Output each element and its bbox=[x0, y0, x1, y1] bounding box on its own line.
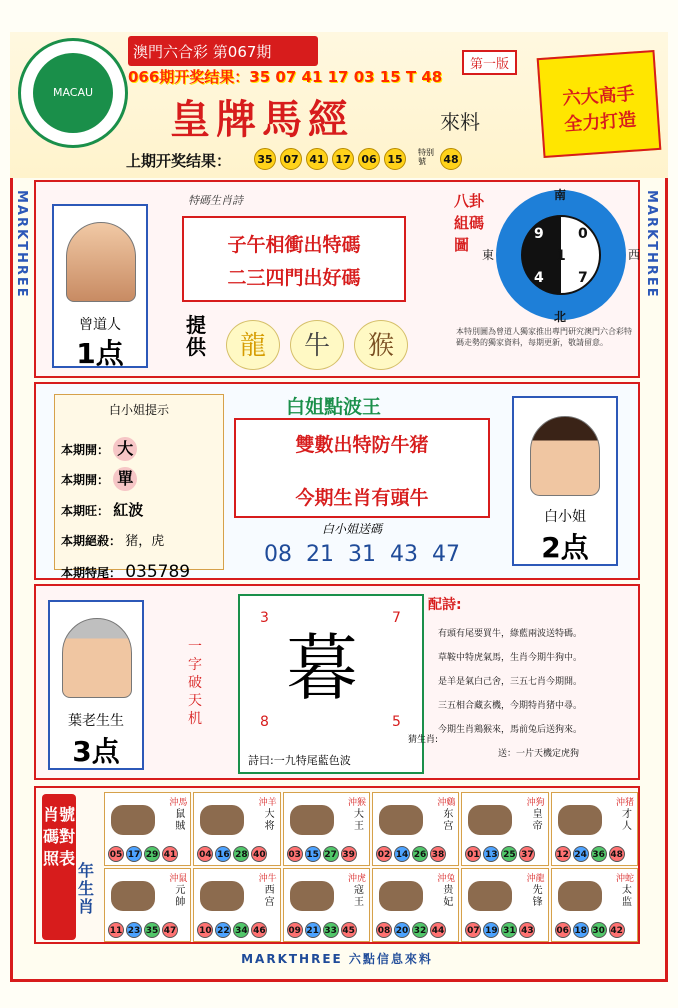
lottery-name: 澳門六合彩 bbox=[133, 43, 209, 61]
zodiac-number-ball: 01 bbox=[465, 846, 481, 862]
zodiac-cell bbox=[372, 868, 459, 942]
zodiac-number-ball: 18 bbox=[573, 922, 589, 938]
zodiac-number-ball: 38 bbox=[430, 846, 446, 862]
ox-icon: 牛 bbox=[290, 320, 344, 370]
zodiac-number-ball: 41 bbox=[162, 846, 178, 862]
zodiac-animal-icon bbox=[558, 805, 602, 835]
zodiac-clash: 沖狗 bbox=[526, 798, 545, 808]
zodiac-number-ball: 19 bbox=[483, 922, 499, 938]
zodiac-numbers bbox=[465, 922, 535, 938]
zodiac-clash: 沖牛 bbox=[258, 874, 277, 884]
person-points: 3点 bbox=[72, 735, 120, 768]
tip-label: 本期開： bbox=[61, 443, 110, 457]
zodiac-animal-icon bbox=[111, 881, 155, 911]
result-line: 066期开奖结果：35 07 41 17 03 15 T 48 bbox=[128, 68, 443, 86]
direction-north: 北 bbox=[554, 310, 567, 324]
zodiac-cell bbox=[193, 868, 280, 942]
person-points: 1点 bbox=[76, 337, 124, 370]
tip-value: 035789 bbox=[125, 562, 191, 582]
tip-value: 單 bbox=[113, 467, 137, 491]
bagua-number: 0 bbox=[578, 226, 588, 242]
zodiac-animal-icon bbox=[290, 881, 334, 911]
person-points: 2点 bbox=[541, 531, 589, 564]
zodiac-number-ball: 27 bbox=[323, 846, 339, 862]
tip-label: 本期開： bbox=[61, 473, 110, 487]
tip-value: 猪，虎 bbox=[125, 534, 165, 549]
zodiac-number-ball: 07 bbox=[465, 922, 481, 938]
zodiac-number-ball: 03 bbox=[287, 846, 303, 862]
zodiac-number-ball: 48 bbox=[609, 846, 625, 862]
slogan-badge bbox=[537, 50, 662, 158]
portrait-icon bbox=[530, 416, 600, 496]
zodiac-number-ball: 23 bbox=[126, 922, 142, 938]
zodiac-clash: 沖兔 bbox=[437, 874, 456, 884]
zodiac-number-ball: 33 bbox=[323, 922, 339, 938]
section-1 bbox=[34, 180, 640, 378]
zodiac-number-ball: 30 bbox=[591, 922, 607, 938]
poem-caption: 詩曰:一九特尾藍色波 bbox=[248, 754, 351, 767]
zodiac-number-ball: 08 bbox=[376, 922, 392, 938]
zodiac-name: 寇王 bbox=[354, 885, 364, 908]
portrait-icon bbox=[62, 618, 132, 698]
zodiac-numbers bbox=[197, 922, 267, 938]
footer-text: MARKTHREE 六點信息來料 bbox=[241, 952, 433, 966]
prediction-line-2: 今期生肖有頭牛 bbox=[295, 487, 429, 509]
zodiac-number-ball: 09 bbox=[287, 922, 303, 938]
zodiac-name: 大将 bbox=[264, 809, 275, 832]
zodiac-number-ball: 14 bbox=[394, 846, 410, 862]
tip-value: 大 bbox=[113, 437, 137, 461]
result-ball: 35 bbox=[254, 148, 276, 170]
macau-logo bbox=[18, 38, 128, 148]
zodiac-name: 太监 bbox=[622, 885, 632, 908]
zodiac-number-ball: 16 bbox=[215, 846, 231, 862]
zodiac-grid bbox=[104, 792, 638, 942]
poem-line: 有頭有尾要買牛，綠藍兩波送特碼。 bbox=[438, 629, 583, 639]
zodiac-cell bbox=[104, 868, 191, 942]
zodiac-number-ball: 05 bbox=[108, 846, 124, 862]
tip-rows bbox=[61, 435, 190, 588]
code: 43 bbox=[390, 542, 418, 567]
zodiac-numbers bbox=[287, 846, 357, 862]
tip-label: 本期旺： bbox=[61, 504, 110, 518]
zodiac-numbers bbox=[376, 922, 446, 938]
zodiac-name: 东宫 bbox=[443, 809, 454, 832]
side-text-left: MARKTHREE bbox=[14, 190, 29, 299]
person-card-2 bbox=[512, 396, 618, 566]
bagua-number: 1 bbox=[556, 248, 566, 264]
zodiac-number-ball: 15 bbox=[305, 846, 321, 862]
section-3 bbox=[34, 584, 640, 780]
result-ball: 41 bbox=[306, 148, 328, 170]
monkey-icon: 猴 bbox=[354, 320, 408, 370]
bagua-note: 本特別圖為曾道人獨家推出專門研究澳門六合彩特碼走勢的獨家資料，每期更新，敬請留意。 bbox=[456, 327, 632, 347]
zodiac-animal-icon bbox=[468, 805, 512, 835]
zodiac-number-ball: 12 bbox=[555, 846, 571, 862]
zodiac-animal-icon bbox=[200, 881, 244, 911]
code-list bbox=[264, 542, 460, 567]
slogan-line-1: 六大高手 bbox=[561, 83, 636, 110]
tip-label: 本期絕殺： bbox=[61, 534, 122, 548]
bagua-number: 4 bbox=[534, 270, 544, 286]
zodiac-number-ball: 37 bbox=[519, 846, 535, 862]
corner-number: 7 bbox=[392, 610, 401, 626]
zodiac-clash: 沖猴 bbox=[347, 798, 366, 808]
poem-line: 草鞍中特虎氣馬，生肖今期牛狗中。 bbox=[438, 653, 583, 663]
zodiac-animal-icon bbox=[379, 881, 423, 911]
zodiac-number-ball: 35 bbox=[144, 922, 160, 938]
special-label: 特别號 bbox=[418, 148, 434, 166]
result-ball: 15 bbox=[384, 148, 406, 170]
code: 47 bbox=[432, 542, 460, 567]
zodiac-cell bbox=[283, 792, 370, 866]
zodiac-animal-icon bbox=[558, 881, 602, 911]
zodiac-cell bbox=[283, 868, 370, 942]
tip-row bbox=[61, 526, 190, 557]
zodiac-cell bbox=[104, 792, 191, 866]
prediction-line-1: 雙數出特防牛猪 bbox=[295, 434, 429, 456]
person-name: 曾道人 bbox=[79, 317, 121, 333]
zodiac-cell bbox=[372, 792, 459, 866]
corner-number: 5 bbox=[392, 714, 401, 730]
zodiac-name: 西宫 bbox=[264, 885, 275, 908]
last-result-label: 上期开奖结果： bbox=[126, 152, 232, 170]
result-ball: 17 bbox=[332, 148, 354, 170]
zodiac-number-ball: 34 bbox=[233, 922, 249, 938]
poem-title: 配詩: bbox=[428, 597, 462, 613]
zodiac-clash: 沖蛇 bbox=[615, 874, 634, 884]
zodiac-number-ball: 31 bbox=[501, 922, 517, 938]
zodiac-cell bbox=[461, 792, 548, 866]
zodiac-number-ball: 26 bbox=[412, 846, 428, 862]
guess-label: 猜生肖: bbox=[408, 735, 439, 745]
zodiac-number-ball: 39 bbox=[341, 846, 357, 862]
code: 08 bbox=[264, 542, 292, 567]
zodiac-cell bbox=[551, 792, 638, 866]
zodiac-number-ball: 04 bbox=[197, 846, 213, 862]
zodiac-numbers bbox=[555, 846, 625, 862]
zodiac-clash: 沖羊 bbox=[258, 798, 277, 808]
zodiac-number-ball: 43 bbox=[519, 922, 535, 938]
person-name: 葉老生生 bbox=[68, 713, 124, 729]
zodiac-clash: 沖虎 bbox=[347, 874, 366, 884]
zodiac-name: 贵妃 bbox=[443, 885, 454, 908]
zodiac-number-ball: 21 bbox=[305, 922, 321, 938]
zodiac-title: 肖號碼對照表 bbox=[42, 794, 76, 940]
tip-row bbox=[61, 495, 190, 526]
slogan-line-2: 全力打造 bbox=[563, 109, 637, 136]
zodiac-number-ball: 17 bbox=[126, 846, 142, 862]
zodiac-clash: 沖鷄 bbox=[437, 798, 456, 808]
zodiac-number-ball: 44 bbox=[430, 922, 446, 938]
zodiac-name: 皇帝 bbox=[532, 809, 543, 832]
issue-banner bbox=[128, 36, 318, 66]
person-card-3 bbox=[48, 600, 144, 770]
bagua-number: 9 bbox=[534, 226, 544, 242]
section-2 bbox=[34, 382, 640, 580]
provide-label: 提供 bbox=[186, 313, 206, 359]
prediction-box bbox=[182, 216, 406, 302]
corner-number: 3 bbox=[260, 610, 269, 626]
zodiac-animal-icon bbox=[111, 805, 155, 835]
zodiac-name: 大王 bbox=[354, 809, 364, 832]
page-title: 皇牌馬經 bbox=[170, 96, 354, 143]
person-card-1 bbox=[52, 204, 148, 368]
zodiac-numbers bbox=[287, 922, 357, 938]
tip-row bbox=[61, 435, 190, 465]
zodiac-clash: 沖鼠 bbox=[169, 874, 188, 884]
poem-lines bbox=[438, 622, 638, 766]
zodiac-animal-icon bbox=[468, 881, 512, 911]
code: 31 bbox=[348, 542, 376, 567]
bagua-title: 八卦組碼圖 bbox=[454, 192, 485, 254]
lotus-icon: MACAU bbox=[33, 53, 113, 133]
tip-value: 紅波 bbox=[113, 501, 144, 519]
bagua-diagram bbox=[482, 188, 641, 324]
result-ball: 06 bbox=[358, 148, 380, 170]
zodiac-number-ball: 32 bbox=[412, 922, 428, 938]
special-ball: 48 bbox=[440, 148, 462, 170]
zodiac-numbers bbox=[108, 846, 178, 862]
result-ball: 07 bbox=[280, 148, 302, 170]
zodiac-cell bbox=[551, 868, 638, 942]
zodiac-number-ball: 06 bbox=[555, 922, 571, 938]
bagua-number: 7 bbox=[578, 270, 588, 286]
corner-number: 8 bbox=[260, 714, 269, 730]
zodiac-title-2: 年生肖 bbox=[78, 861, 95, 916]
zodiac-number-ball: 13 bbox=[483, 846, 499, 862]
subtitle: 來料 bbox=[440, 110, 480, 134]
zodiac-number-ball: 20 bbox=[394, 922, 410, 938]
zodiac-number-ball: 28 bbox=[233, 846, 249, 862]
zodiac-number-ball: 46 bbox=[251, 922, 267, 938]
zodiac-animal-icon bbox=[290, 805, 334, 835]
side-text-right: MARKTHREE bbox=[644, 190, 659, 299]
header bbox=[10, 32, 668, 178]
portrait-icon bbox=[66, 222, 136, 302]
issue-number: 第067期 bbox=[212, 43, 272, 61]
zodiac-numbers bbox=[555, 922, 625, 938]
last-result-balls bbox=[254, 148, 406, 170]
zodiac-cell bbox=[193, 792, 280, 866]
zodiac-number-ball: 42 bbox=[609, 922, 625, 938]
handwritten-note: 特碼生肖詩 bbox=[188, 194, 243, 207]
poem-line: 今期生肖鶏猴來，馬前兔后送狗來。 bbox=[438, 725, 583, 735]
zodiac-numbers bbox=[376, 846, 446, 862]
direction-east: 東 bbox=[482, 248, 495, 262]
poem-line: 送：一片天機定虎狗 bbox=[498, 749, 580, 759]
zodiac-number-ball: 45 bbox=[341, 922, 357, 938]
zodiac-clash: 沖馬 bbox=[169, 798, 188, 808]
big-character: 暮 bbox=[286, 626, 359, 710]
poem-line: 三五相合藏玄機，今期特肖猪中尋。 bbox=[438, 701, 583, 711]
zodiac-numbers bbox=[197, 846, 267, 862]
edition-badge: 第一版 bbox=[462, 50, 517, 75]
zodiac-number-ball: 22 bbox=[215, 922, 231, 938]
tip-row bbox=[61, 465, 190, 495]
zodiac-number-ball: 11 bbox=[108, 922, 124, 938]
zodiac-numbers bbox=[465, 846, 535, 862]
code: 21 bbox=[306, 542, 334, 567]
zodiac-clash: 沖龍 bbox=[526, 874, 545, 884]
zodiac-number-ball: 36 bbox=[591, 846, 607, 862]
vertical-tag: 一字破天机 bbox=[188, 639, 202, 727]
zodiac-name: 元帥 bbox=[175, 885, 186, 908]
zodiac-number-ball: 24 bbox=[573, 846, 589, 862]
tip-label: 本期特尾： bbox=[61, 566, 122, 580]
zodiac-animal-icon bbox=[379, 805, 423, 835]
zodiac-number-ball: 10 bbox=[197, 922, 213, 938]
person-name: 白小姐 bbox=[544, 509, 586, 525]
zodiac-number-ball: 40 bbox=[251, 846, 267, 862]
zodiac-number-ball: 47 bbox=[162, 922, 178, 938]
zodiac-number-ball: 25 bbox=[501, 846, 517, 862]
direction-west: 西 bbox=[628, 248, 641, 262]
zodiac-name: 鼠賊 bbox=[175, 809, 186, 832]
prediction-line-2: 二三四門出好碼 bbox=[227, 267, 361, 289]
tip-panel bbox=[54, 394, 224, 582]
dragon-icon: 龍 bbox=[226, 320, 280, 370]
prediction-line-1: 子午相衝出特碼 bbox=[227, 234, 361, 256]
zodiac-number-ball: 02 bbox=[376, 846, 392, 862]
direction-south: 南 bbox=[554, 188, 567, 202]
zodiac-table bbox=[34, 786, 640, 944]
tip-title: 白小姐提示 bbox=[108, 403, 169, 417]
headline: 白姐點波王 bbox=[286, 396, 382, 418]
poem-line: 是羊是氣白己舍，三五七肖今期開。 bbox=[438, 677, 583, 687]
zodiac-animal-icon bbox=[200, 805, 244, 835]
zodiac-numbers bbox=[108, 922, 178, 938]
prediction-box-2 bbox=[234, 418, 490, 518]
zodiac-clash: 沖猪 bbox=[615, 798, 634, 808]
send-code-label: 白小姐送碼 bbox=[322, 522, 383, 536]
zodiac-name: 先锋 bbox=[532, 885, 543, 908]
zodiac-number-ball: 29 bbox=[144, 846, 160, 862]
zodiac-name: 才人 bbox=[622, 809, 632, 832]
zodiac-cell bbox=[461, 868, 548, 942]
word-box bbox=[238, 594, 424, 774]
